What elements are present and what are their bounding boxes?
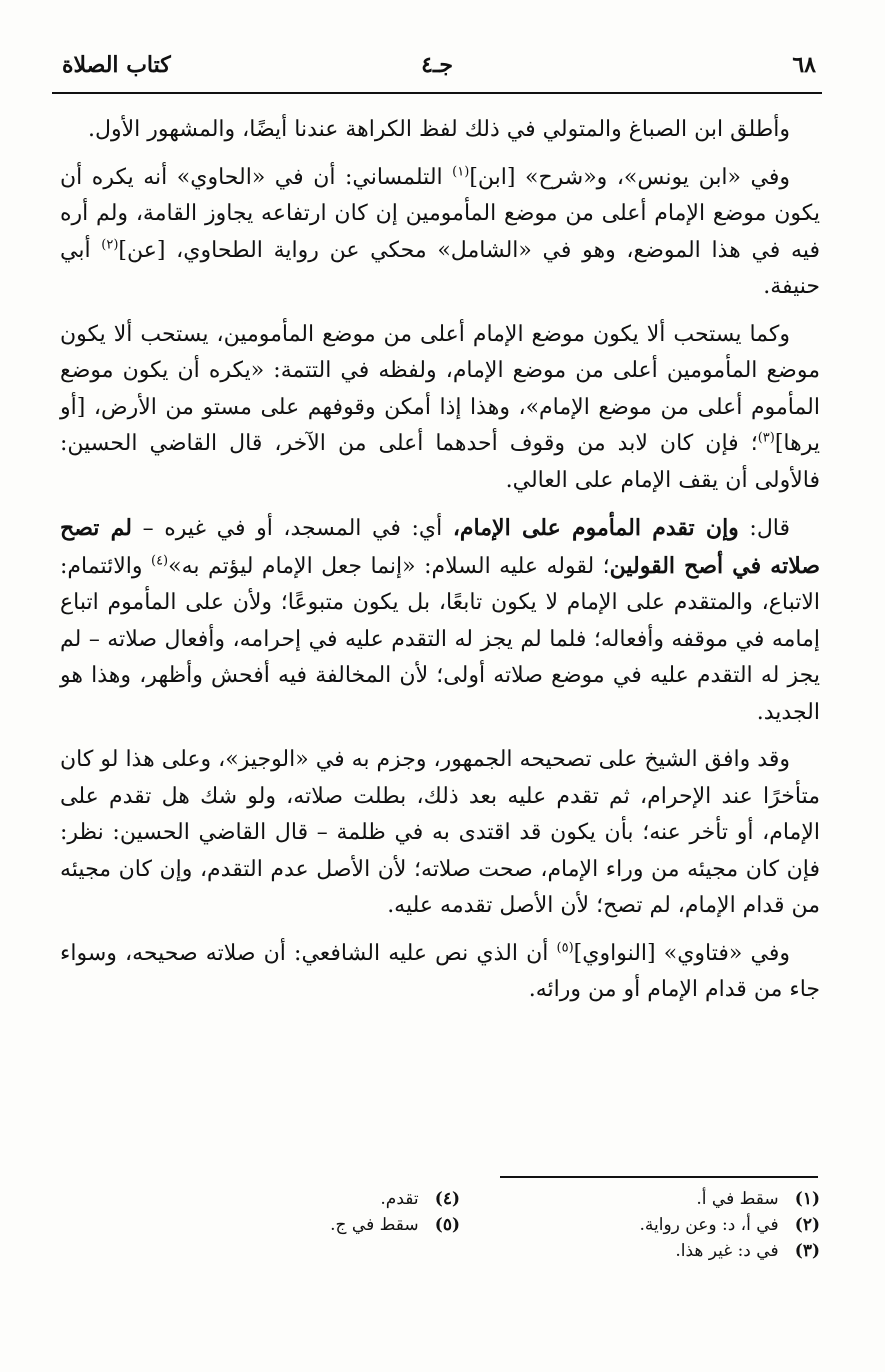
footnote-ref[interactable]: (٥) [556, 940, 574, 956]
paragraph-text: التلمساني: أن في «الحاوي» أنه يكره أن يكون موضع الإمام أعلى من موضع المأمومين إن كان ارتفاعه يجاوز القامة، ولم أره فيه في هذا الموضع، وهو في «الشامل» محكي عن رواية الطحاوي، [عن] [60, 164, 820, 263]
paragraph-5 [60, 742, 820, 925]
main-text [60, 112, 820, 1020]
footnote-column-right [490, 1186, 820, 1264]
footnote-ref[interactable]: (٤) [150, 553, 169, 569]
footnote-mark: (٢) [794, 1215, 820, 1235]
paragraph-2 [60, 160, 820, 306]
footnote-column-left [160, 1186, 460, 1238]
footnote-text: سقط في ج. [330, 1215, 419, 1235]
matn-text: لم تصح صلاته في أصح القولين [60, 515, 821, 579]
footnote-text: في أ، د: وعن رواية. [639, 1215, 779, 1235]
footnote-ref[interactable]: (١) [452, 164, 470, 180]
footnote-text: في د: غير هذا. [675, 1241, 779, 1261]
page-number: ٦٨ [792, 52, 816, 78]
paragraph-text: أبي حنيفة. [60, 237, 820, 299]
footnote-item [160, 1212, 460, 1238]
paragraph-text: أي: في المسجد، أو في غيره – [132, 516, 453, 541]
volume-number: جـ٤ [421, 52, 453, 78]
matn-text: وإن تقدم المأموم على الإمام، [452, 515, 739, 541]
footnote-ref[interactable]: (٣) [757, 430, 775, 446]
footnote-mark: (٥) [434, 1215, 460, 1235]
page-header [52, 52, 822, 92]
footnote-item [490, 1238, 820, 1264]
book-title: كتاب الصلاة [62, 52, 171, 78]
footnote-mark: (٤) [434, 1189, 460, 1209]
footnote-item [160, 1186, 460, 1212]
paragraph-6 [60, 936, 820, 1009]
footnote-mark: (١) [794, 1189, 820, 1209]
paragraph-text: أن الذي نص عليه الشافعي: أن صلاته صحيحه، وسواء جاء من قدام الإمام أو من ورائه. [60, 940, 820, 1002]
paragraph-text: وأطلق ابن الصباغ والمتولي في ذلك لفظ الكراهة عندنا أيضًا، والمشهور الأول. [87, 117, 790, 142]
paragraph-text: ؛ فإن كان لابد من وقوف أحدهما أعلى من الآخر، قال القاضي الحسين: فالأولى أن يقف الإمام على العالي. [60, 431, 820, 493]
header-divider [52, 92, 822, 94]
paragraph-3 [60, 317, 820, 500]
footnote-ref[interactable]: (٢) [101, 237, 119, 253]
footnote-item [490, 1186, 820, 1212]
footnote-text: تقدم. [380, 1189, 419, 1209]
footnote-mark: (٣) [794, 1241, 820, 1261]
paragraph-text: ؛ لقوله عليه السلام: «إنما جعل الإمام ليؤتم به» [168, 553, 610, 579]
paragraph-text: والائتمام: الاتباع، والمتقدم على الإمام لا يكون تابعًا، بل يكون متبوعًا؛ ولأن على المأموم اتباع إمامه في موقفه وأفعاله؛ فلما لم يجز له التقدم عليه في إحرامه، وأفعال صلاته – لم يجز له التقدم عليه في موضع صلاته أولى؛ لأن المخالفة فيه أفحش وأظهر، وهذا هو الجديد. [60, 553, 820, 725]
paragraph-text: وكما يستحب ألا يكون موضع الإمام أعلى من موضع المأمومين، يستحب ألا يكون موضع المأمومين أعلى من موضع الإمام، ولفظه في التتمة: «يكره أن يكون موضع المأموم أعلى من موضع الإمام»، وهذا إذا أمكن وقوفهم على مستو من الأرض، [أو يرها] [60, 321, 820, 456]
paragraph-text: قال: [738, 516, 791, 541]
paragraph-text: وقد وافق الشيخ على تصحيحه الجمهور، وجزم به في «الوجيز»، وعلى هذا لو كان متأخرًا عند الإحرام، ثم تقدم عليه بعد ذلك، بطلت صلاته، ولو شك هل تقدم على الإمام، أو تأخر عنه؛ بأن يكون قد اقتدى به في ظلمة – قال القاضي الحسين: نظر: فإن كان مجيئه من وراء الإمام، صحت صلاته؛ لأن الأصل عدم التقدم، وإن كان مجيئه من قدام الإمام، لم تصح؛ لأن الأصل تقدمه عليه. [60, 747, 820, 918]
footnote-divider [500, 1176, 818, 1178]
paragraph-text: وفي «ابن يونس»، و«شرح» [ابن] [469, 164, 791, 190]
paragraph-1 [60, 112, 820, 149]
paragraph-4 [60, 510, 820, 731]
footnote-item [490, 1212, 820, 1238]
paragraph-text: وفي «فتاوي» [النواوي] [573, 940, 790, 966]
footnote-text: سقط في أ. [696, 1189, 779, 1209]
